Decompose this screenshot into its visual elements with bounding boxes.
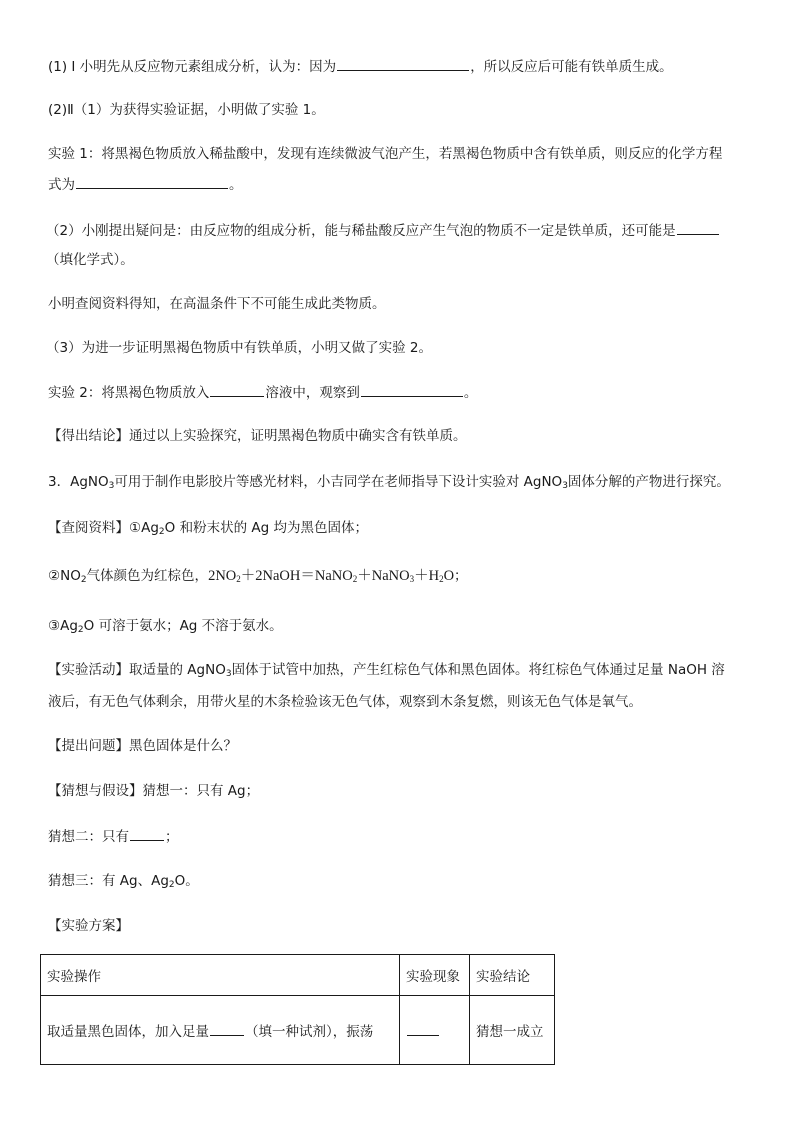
table-header-row: [41, 955, 555, 996]
lookup-line: 小明查阅资料得知，在高温条件下不可能生成此类物质。: [48, 296, 386, 312]
q3-text2: 固体分解的产物进行探究。: [567, 474, 730, 490]
exp2-observation-blank[interactable]: [361, 382, 463, 397]
q2-line: (2)Ⅱ（1）为获得实验证据，小明做了实验 1。: [48, 102, 325, 118]
q2-2-text: （2）小刚提出疑问是：由反应物的组成分析，能与稀盐酸反应产生气泡的物质不一定是铁单质，还可能是: [46, 223, 676, 239]
exp2-middle: 溶液中，观察到: [265, 385, 360, 401]
exp2-solution-blank[interactable]: [210, 382, 264, 397]
q1-line: [48, 56, 673, 77]
cell-phenomenon: [400, 996, 470, 1065]
eq-part4: ＋H: [414, 568, 440, 584]
ref3-line: [48, 616, 283, 636]
experiment-table: [40, 954, 555, 1065]
reagent-blank[interactable]: [210, 1021, 244, 1036]
header-conclusion: 实验结论: [470, 955, 555, 996]
conclusion-line: 【得出结论】通过以上实验探究，证明黑褐色物质中确实含有铁单质。: [48, 428, 467, 444]
cell-operation: [41, 996, 400, 1065]
eq-sub3: 3: [409, 574, 415, 584]
ref2-end: ；: [454, 568, 468, 584]
eq-part2: ＋2NaOH＝NaNO: [240, 568, 353, 584]
exp1-prefix: 式为: [48, 177, 75, 193]
exp1-line1: 实验 1：将黑褐色物质放入稀盐酸中，发现有连续微波气泡产生，若黑褐色物质中含有铁单质，则反应的化学方程: [48, 146, 723, 162]
q1-answer-blank[interactable]: [337, 56, 469, 71]
ref3-sub: 2: [77, 625, 84, 635]
hyp3-text: 猜想三：有 Ag、Ag: [48, 873, 169, 889]
table-row: [41, 996, 555, 1065]
eq-part5: O: [443, 568, 455, 584]
exp1-line2: [48, 174, 243, 195]
exp1-suffix: 。: [229, 177, 243, 193]
hyp2-line: [48, 826, 179, 847]
exp2-suffix: 。: [463, 385, 478, 401]
activity-line2: 液后，有无色气体剩余，用带火星的木条检验该无色气体，观察到木条复燃，则该无色气体是氧气。: [48, 694, 642, 710]
ref2-line: [48, 566, 468, 586]
ref3-text: ③Ag: [48, 618, 78, 634]
q3-formula: AgNO: [70, 474, 109, 490]
q1-suffix: ，所以反应后可能有铁单质生成。: [470, 59, 673, 75]
ref1-text2: O 和粉末状的 Ag 均为黑色固体；: [164, 520, 368, 536]
q2-2-line2: （填化学式）。: [46, 252, 134, 268]
activity-sub: 3: [225, 669, 232, 679]
hyp2-text: 猜想二：只有: [48, 829, 129, 845]
cell-conclusion: 猜想一成立: [470, 996, 555, 1065]
q2-2-formula-blank[interactable]: [677, 220, 719, 235]
exp2-prefix: 实验 2：将黑褐色物质放入: [48, 385, 210, 401]
hyp2-suffix: ；: [165, 829, 179, 845]
eq-sub1: 2: [236, 574, 241, 584]
activity-text2: 固体于试管中加热，产生红棕色气体和黑色固体。将红棕色气体通过足量 NaOH 溶: [231, 662, 725, 678]
op-suffix: （填一种试剂），振荡: [245, 1024, 374, 1040]
ref2-text: ②NO: [48, 568, 81, 584]
op-prefix: 取适量黑色固体，加入足量: [47, 1024, 209, 1040]
q3-number: 3．: [48, 474, 71, 490]
ref3-text2: O 可溶于氨水；Ag 不溶于氨水。: [83, 618, 283, 634]
ref1-line: [48, 518, 368, 538]
q3-sub: 3: [108, 481, 115, 491]
exp2-line: [48, 382, 477, 403]
question-line: 【提出问题】黑色固体是什么？: [48, 738, 237, 754]
plan-line: 【实验方案】: [48, 918, 129, 934]
activity-text: 【实验活动】取适量的 AgNO: [48, 662, 226, 678]
hyp3-text2: O。: [174, 873, 199, 889]
ref2-equation: [208, 568, 454, 584]
eq-sub2: 2: [352, 574, 358, 584]
q3-line: [48, 472, 730, 492]
q3-sub2: 3: [562, 481, 568, 491]
q1-prefix: (1) I 小明先从反应物元素组成分析，认为：因为: [48, 59, 337, 75]
q2-2-line1: [46, 220, 720, 241]
exp1-equation-blank[interactable]: [76, 174, 228, 189]
ref1-text: 【查阅资料】①Ag: [48, 520, 159, 536]
hyp3-line: [48, 871, 199, 891]
phenomenon-blank[interactable]: [407, 1021, 439, 1036]
q3-text: 可用于制作电影胶片等感光材料，小吉同学在老师指导下设计实验对 AgNO: [114, 474, 563, 490]
eq-sub4: 2: [439, 574, 444, 584]
hyp1-line: 【猜想与假设】猜想一：只有 Ag；: [48, 783, 260, 799]
ref1-sub: 2: [158, 527, 165, 537]
header-operation: 实验操作: [41, 955, 400, 996]
eq-part3: ＋NaNO: [357, 568, 410, 584]
activity-line1: [48, 660, 725, 680]
eq-part1: 2NO: [208, 568, 237, 584]
hyp2-blank[interactable]: [130, 826, 164, 841]
hyp3-sub: 2: [168, 880, 175, 890]
header-phenomenon: 实验现象: [400, 955, 470, 996]
ref2-sub: 2: [80, 575, 87, 585]
ref2-text2: 气体颜色为红棕色，: [86, 568, 209, 584]
q2-3-line: （3）为进一步证明黑褐色物质中有铁单质，小明又做了实验 2。: [46, 340, 432, 356]
